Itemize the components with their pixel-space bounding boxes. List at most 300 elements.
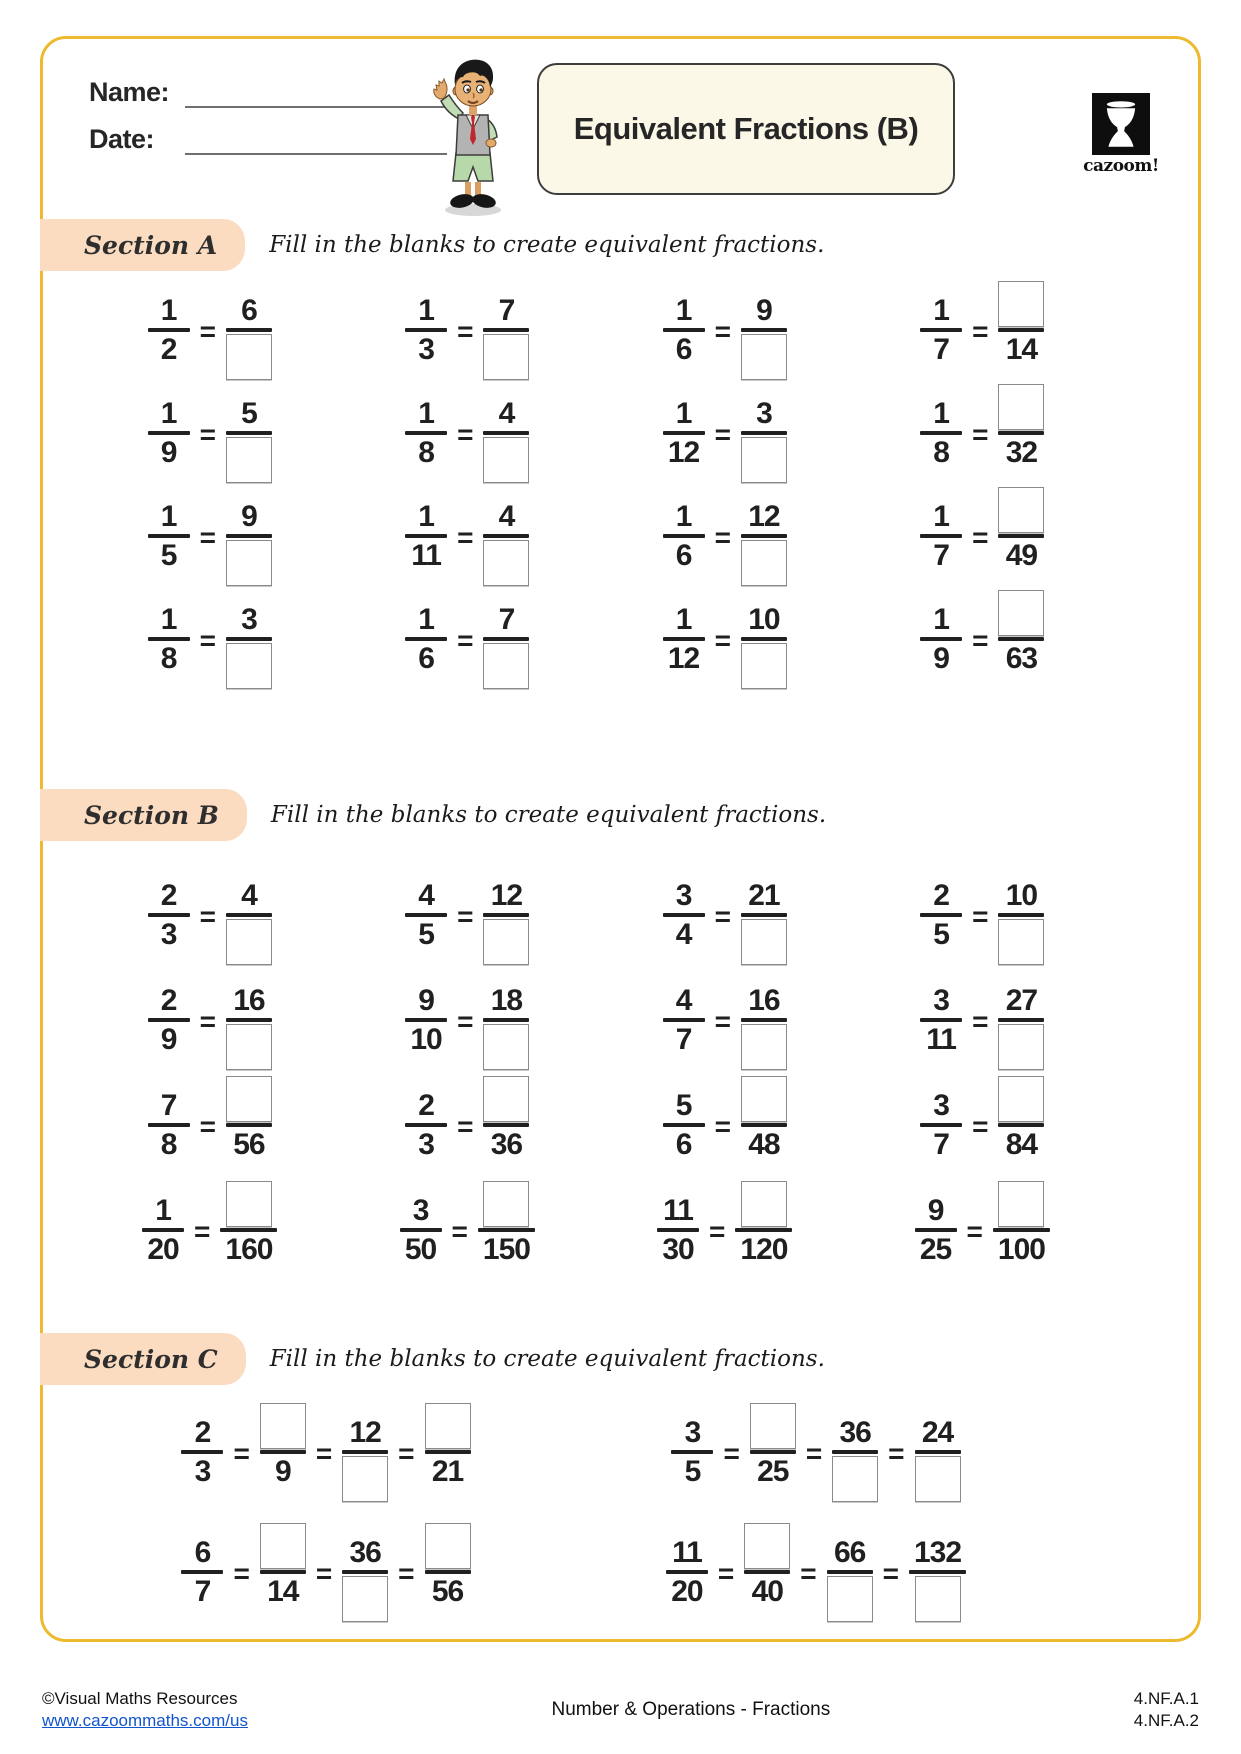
fraction-numerator: 3 (675, 878, 692, 912)
fraction-numerator: 4 (675, 983, 692, 1017)
fraction (998, 1083, 1044, 1173)
fraction-numerator: 36 (349, 1536, 381, 1569)
fraction-numerator: 1 (160, 293, 177, 327)
answer-blank-box[interactable] (741, 334, 787, 380)
section-b (75, 789, 1166, 1283)
fraction-numerator: 1 (160, 499, 177, 533)
answer-blank-box[interactable] (998, 281, 1044, 327)
worksheet-header (75, 61, 1166, 219)
equals-sign: = (457, 1110, 474, 1142)
equals-sign: = (199, 315, 216, 347)
fraction-problem (339, 972, 597, 1073)
answer-blank-box[interactable] (827, 1576, 873, 1622)
section-c-instruction: Fill in the blanks to create equivalent fractions. (269, 1346, 825, 1372)
answer-blank-box[interactable] (226, 1076, 272, 1122)
fraction (920, 288, 962, 378)
fraction-denominator: 9 (160, 1022, 177, 1056)
fraction-numerator: 12 (748, 499, 780, 533)
fraction (998, 978, 1044, 1068)
fraction-problem (596, 972, 854, 1073)
fraction (998, 873, 1044, 963)
fraction (920, 978, 962, 1068)
fraction (483, 978, 529, 1068)
fraction-denominator: 6 (675, 1127, 692, 1161)
equals-sign: = (315, 1558, 333, 1589)
fraction-numerator: 7 (498, 602, 515, 636)
fraction-problem (571, 1401, 1061, 1509)
fraction-numerator: 1 (675, 396, 692, 430)
fraction (741, 1083, 787, 1173)
equals-sign: = (199, 624, 216, 656)
fraction-denominator: 12 (667, 435, 700, 469)
fraction-problem (81, 386, 339, 485)
date-label: Date: (89, 124, 155, 154)
fraction-problem (81, 283, 339, 382)
fraction-problem (339, 1182, 597, 1283)
fraction-numerator: 12 (349, 1416, 381, 1449)
fraction-numerator: 1 (418, 602, 434, 636)
fraction (483, 597, 529, 687)
fraction-denominator: 7 (933, 1127, 949, 1161)
fraction-numerator: 3 (684, 1416, 701, 1449)
fraction (425, 1410, 471, 1500)
equals-sign: = (199, 1005, 216, 1037)
fraction (148, 978, 190, 1068)
equals-sign: = (457, 624, 474, 656)
fraction-numerator: 1 (933, 293, 949, 327)
fraction (915, 1188, 957, 1278)
equals-sign: = (714, 521, 731, 553)
page-footer (42, 1688, 1199, 1732)
fraction (741, 873, 787, 963)
equals-sign: = (398, 1558, 415, 1589)
fraction-denominator: 84 (1005, 1127, 1038, 1161)
fraction-denominator: 56 (431, 1575, 464, 1608)
equals-sign: = (714, 315, 731, 347)
fraction (750, 1410, 796, 1500)
fraction-denominator: 20 (671, 1575, 703, 1608)
answer-blank-box[interactable] (483, 643, 529, 689)
fraction-denominator: 48 (748, 1127, 780, 1161)
fraction-denominator: 8 (933, 435, 949, 469)
fraction-problem (81, 1521, 571, 1629)
answer-blank-box[interactable] (226, 1181, 272, 1227)
fraction (666, 1530, 708, 1620)
fraction-numerator: 4 (498, 499, 515, 533)
fraction (663, 873, 705, 963)
fraction-denominator: 120 (740, 1232, 788, 1266)
fraction (226, 288, 272, 378)
fraction (909, 1530, 966, 1620)
worksheet-title-box (537, 63, 955, 195)
standard-code-2: 4.NF.A.2 (1133, 1711, 1199, 1730)
fraction (260, 1410, 306, 1500)
fraction (226, 873, 272, 963)
equals-sign: = (457, 418, 474, 450)
fraction (405, 873, 447, 963)
fraction (998, 494, 1044, 584)
fraction-numerator: 6 (194, 1536, 211, 1569)
fraction (405, 1083, 447, 1173)
fraction (148, 391, 190, 481)
fraction (148, 494, 190, 584)
section-a (75, 219, 1166, 691)
fraction-numerator: 3 (412, 1193, 429, 1227)
fraction-denominator: 6 (675, 332, 692, 366)
answer-blank-box[interactable] (260, 1403, 306, 1449)
equals-sign: = (233, 1438, 250, 1469)
fraction-numerator: 16 (233, 983, 265, 1017)
fraction-denominator: 4 (675, 917, 692, 951)
fraction-numerator: 24 (921, 1416, 954, 1449)
answer-blank-box[interactable] (741, 1181, 787, 1227)
fraction (226, 1083, 272, 1173)
fraction-numerator: 1 (675, 499, 692, 533)
fraction-denominator: 7 (933, 538, 949, 572)
equals-sign: = (882, 1558, 899, 1589)
answer-blank-box[interactable] (425, 1523, 471, 1569)
fraction (744, 1530, 790, 1620)
equals-sign: = (714, 418, 731, 450)
fraction-numerator: 9 (418, 983, 434, 1017)
fraction (920, 391, 962, 481)
fraction-numerator: 3 (933, 1088, 949, 1122)
fraction-problem (854, 1182, 1112, 1283)
fraction-numerator: 1 (155, 1193, 171, 1227)
equals-sign: = (966, 1215, 983, 1247)
equals-sign: = (199, 900, 216, 932)
page-title: Equivalent Fractions (B) (573, 111, 919, 146)
fraction-numerator: 1 (160, 602, 177, 636)
fraction (657, 1188, 699, 1278)
fraction-numerator: 27 (1005, 983, 1038, 1017)
fraction (483, 494, 529, 584)
fraction (920, 494, 962, 584)
fraction-denominator: 12 (667, 641, 700, 675)
fraction-denominator: 9 (933, 641, 949, 675)
equals-sign: = (451, 1215, 468, 1247)
fraction-numerator: 66 (833, 1536, 866, 1569)
fraction-denominator: 100 (997, 1232, 1045, 1266)
cazoom-website-link[interactable]: www.cazoommaths.com/us (42, 1711, 248, 1730)
answer-blank-box[interactable] (741, 643, 787, 689)
equals-sign: = (457, 1005, 474, 1037)
fraction-denominator: 7 (933, 332, 949, 366)
fraction-numerator: 5 (675, 1088, 692, 1122)
fraction (663, 597, 705, 687)
fraction-problem (339, 1077, 597, 1178)
fraction (920, 597, 962, 687)
copyright-text: ©Visual Maths Resources (42, 1689, 238, 1708)
fraction-denominator: 10 (410, 1022, 442, 1056)
fraction-problem (81, 1401, 571, 1509)
equals-sign: = (723, 1438, 740, 1469)
answer-blank-box[interactable] (998, 590, 1044, 636)
fraction (993, 1188, 1050, 1278)
answer-blank-box[interactable] (741, 919, 787, 965)
answer-blank-box[interactable] (750, 1403, 796, 1449)
fraction-denominator: 160 (225, 1232, 273, 1266)
fraction-numerator: 11 (672, 1536, 702, 1569)
fraction-numerator: 11 (663, 1193, 693, 1227)
equals-sign: = (972, 315, 989, 347)
cazoom-drum-icon (1092, 93, 1150, 155)
fraction (827, 1530, 873, 1620)
equals-sign: = (972, 1110, 989, 1142)
fraction-denominator: 14 (1005, 332, 1038, 366)
equals-sign: = (714, 1005, 731, 1037)
equals-sign: = (805, 1438, 823, 1469)
equals-sign: = (194, 1215, 211, 1247)
answer-blank-box[interactable] (998, 1076, 1044, 1122)
fraction-denominator: 3 (194, 1455, 211, 1488)
fraction (148, 873, 190, 963)
fraction-denominator: 56 (233, 1127, 265, 1161)
answer-blank-box[interactable] (998, 384, 1044, 430)
fraction-denominator: 40 (751, 1575, 783, 1608)
answer-blank-box[interactable] (741, 1076, 787, 1122)
fraction-denominator: 30 (662, 1232, 694, 1266)
fraction (998, 597, 1044, 687)
fraction-numerator: 3 (756, 396, 772, 430)
fraction-denominator: 150 (482, 1232, 530, 1266)
answer-blank-box[interactable] (226, 334, 272, 380)
section-a-problems (81, 283, 1111, 691)
equals-sign: = (972, 1005, 989, 1037)
fraction (142, 1188, 184, 1278)
fraction (483, 873, 529, 963)
student-character-illustration (427, 49, 519, 219)
equals-sign: = (315, 1438, 333, 1469)
section-c-label: Section C (40, 1333, 246, 1385)
fraction-denominator: 36 (490, 1127, 523, 1161)
fraction-problem (596, 1077, 854, 1178)
answer-blank-box[interactable] (915, 1456, 961, 1502)
answer-blank-box[interactable] (998, 1024, 1044, 1070)
answer-blank-box[interactable] (483, 1181, 529, 1227)
fraction (915, 1410, 961, 1500)
fraction-problem (596, 1182, 854, 1283)
fraction (226, 391, 272, 481)
answer-blank-box[interactable] (483, 334, 529, 380)
equals-sign: = (972, 624, 989, 656)
fraction-problem (854, 592, 1112, 691)
fraction-denominator: 8 (160, 1127, 177, 1161)
answer-blank-box[interactable] (226, 437, 272, 483)
fraction-numerator: 1 (933, 499, 949, 533)
answer-blank-box[interactable] (226, 540, 272, 586)
answer-blank-box[interactable] (483, 540, 529, 586)
fraction-numerator: 10 (1005, 878, 1038, 912)
fraction (920, 1083, 962, 1173)
name-date-block (89, 77, 479, 171)
fraction-problem (81, 867, 339, 968)
answer-blank-box[interactable] (998, 1181, 1044, 1227)
section-b-instruction: Fill in the blanks to create equivalent fractions. (270, 802, 827, 828)
answer-blank-box[interactable] (744, 1523, 790, 1569)
fraction-denominator: 2 (160, 332, 177, 366)
fraction-numerator: 1 (933, 602, 949, 636)
fraction (400, 1188, 442, 1278)
section-c (75, 1333, 1166, 1629)
fraction-numerator: 6 (241, 293, 257, 327)
fraction-denominator: 3 (418, 1127, 434, 1161)
fraction-denominator: 32 (1005, 435, 1038, 469)
fraction (483, 1083, 529, 1173)
fraction (741, 494, 787, 584)
fraction (148, 1083, 190, 1173)
answer-blank-box[interactable] (741, 540, 787, 586)
answer-blank-box[interactable] (741, 1024, 787, 1070)
fraction-problem (81, 592, 339, 691)
fraction-numerator: 1 (160, 396, 177, 430)
answer-blank-box[interactable] (998, 919, 1044, 965)
answer-blank-box[interactable] (483, 919, 529, 965)
equals-sign: = (888, 1438, 905, 1469)
fraction-numerator: 4 (498, 396, 515, 430)
fraction-problem (854, 283, 1112, 382)
section-b-problems (81, 867, 1111, 1283)
answer-blank-box[interactable] (342, 1576, 388, 1622)
fraction-problem (81, 489, 339, 588)
fraction-denominator: 14 (267, 1575, 299, 1608)
fraction-numerator: 2 (933, 878, 949, 912)
answer-blank-box[interactable] (226, 919, 272, 965)
fraction-denominator: 20 (147, 1232, 179, 1266)
equals-sign: = (709, 1215, 726, 1247)
fraction-numerator: 4 (241, 878, 257, 912)
fraction-numerator: 2 (160, 983, 177, 1017)
standard-code-1: 4.NF.A.1 (1133, 1689, 1199, 1708)
fraction (741, 288, 787, 378)
equals-sign: = (457, 315, 474, 347)
fraction (181, 1530, 223, 1620)
fraction (260, 1530, 306, 1620)
fraction-denominator: 11 (411, 538, 441, 572)
fraction (405, 288, 447, 378)
equals-sign: = (233, 1558, 250, 1589)
answer-blank-box[interactable] (425, 1403, 471, 1449)
fraction (483, 391, 529, 481)
equals-sign: = (714, 1110, 731, 1142)
fraction (226, 494, 272, 584)
fraction-numerator: 9 (756, 293, 772, 327)
fraction (663, 288, 705, 378)
fraction-problem (596, 592, 854, 691)
fraction-numerator: 1 (418, 396, 434, 430)
equals-sign: = (714, 624, 731, 656)
fraction-denominator: 50 (404, 1232, 437, 1266)
equals-sign: = (398, 1438, 415, 1469)
fraction-denominator: 49 (1005, 538, 1038, 572)
fraction (663, 978, 705, 1068)
fraction-numerator: 4 (418, 878, 434, 912)
fraction-problem (596, 867, 854, 968)
fraction-denominator: 8 (418, 435, 434, 469)
equals-sign: = (199, 1110, 216, 1142)
fraction-problem (854, 1077, 1112, 1178)
fraction-denominator: 6 (675, 538, 692, 572)
fraction-denominator: 7 (675, 1022, 692, 1056)
answer-blank-box[interactable] (226, 643, 272, 689)
fraction-problem (854, 386, 1112, 485)
fraction-denominator: 11 (926, 1022, 956, 1056)
fraction-problem (81, 972, 339, 1073)
fraction (148, 288, 190, 378)
fraction-numerator: 36 (839, 1416, 871, 1449)
answer-blank-box[interactable] (741, 437, 787, 483)
fraction-denominator: 63 (1005, 641, 1038, 675)
equals-sign: = (972, 521, 989, 553)
date-input-line[interactable] (185, 125, 447, 155)
fraction (663, 1083, 705, 1173)
fraction-numerator: 1 (418, 293, 434, 327)
answer-blank-box[interactable] (483, 1024, 529, 1070)
fraction-problem (571, 1521, 1061, 1629)
fraction-numerator: 12 (490, 878, 523, 912)
fraction (671, 1410, 713, 1500)
fraction-numerator: 1 (675, 602, 692, 636)
cazoom-logo-text: cazoom! (1083, 156, 1159, 176)
fraction-problem (339, 386, 597, 485)
name-input-line[interactable] (185, 78, 447, 108)
answer-blank-box[interactable] (998, 487, 1044, 533)
fraction-numerator: 7 (160, 1088, 177, 1122)
fraction (741, 978, 787, 1068)
section-c-problems (81, 1401, 1061, 1629)
fraction-numerator: 3 (933, 983, 949, 1017)
answer-blank-box[interactable] (342, 1456, 388, 1502)
fraction (342, 1530, 388, 1620)
fraction (181, 1410, 223, 1500)
fraction-numerator: 2 (418, 1088, 434, 1122)
equals-sign: = (972, 418, 989, 450)
answer-blank-box[interactable] (260, 1523, 306, 1569)
fraction-denominator: 5 (684, 1455, 701, 1488)
footer-category: Number & Operations - Fractions (551, 1699, 831, 1720)
worksheet-frame (40, 36, 1201, 1642)
fraction-numerator: 1 (418, 499, 434, 533)
fraction (342, 1410, 388, 1500)
fraction-denominator: 5 (418, 917, 434, 951)
answer-blank-box[interactable] (226, 1024, 272, 1070)
equals-sign: = (199, 418, 216, 450)
fraction-denominator: 5 (160, 538, 177, 572)
fraction (663, 494, 705, 584)
answer-blank-box[interactable] (483, 1076, 529, 1122)
answer-blank-box[interactable] (483, 437, 529, 483)
fraction-problem (854, 489, 1112, 588)
fraction-problem (596, 283, 854, 382)
fraction-denominator: 25 (919, 1232, 952, 1266)
fraction-numerator: 2 (194, 1416, 211, 1449)
section-a-label: Section A (40, 219, 245, 271)
fraction (405, 391, 447, 481)
fraction-denominator: 5 (933, 917, 949, 951)
equals-sign: = (800, 1558, 817, 1589)
fraction-numerator: 9 (241, 499, 257, 533)
fraction (226, 978, 272, 1068)
answer-blank-box[interactable] (832, 1456, 878, 1502)
fraction (478, 1188, 535, 1278)
fraction (483, 288, 529, 378)
fraction (920, 873, 962, 963)
fraction-problem (854, 867, 1112, 968)
equals-sign: = (457, 521, 474, 553)
answer-blank-box[interactable] (915, 1576, 961, 1622)
fraction-denominator: 21 (431, 1455, 464, 1488)
fraction (425, 1530, 471, 1620)
